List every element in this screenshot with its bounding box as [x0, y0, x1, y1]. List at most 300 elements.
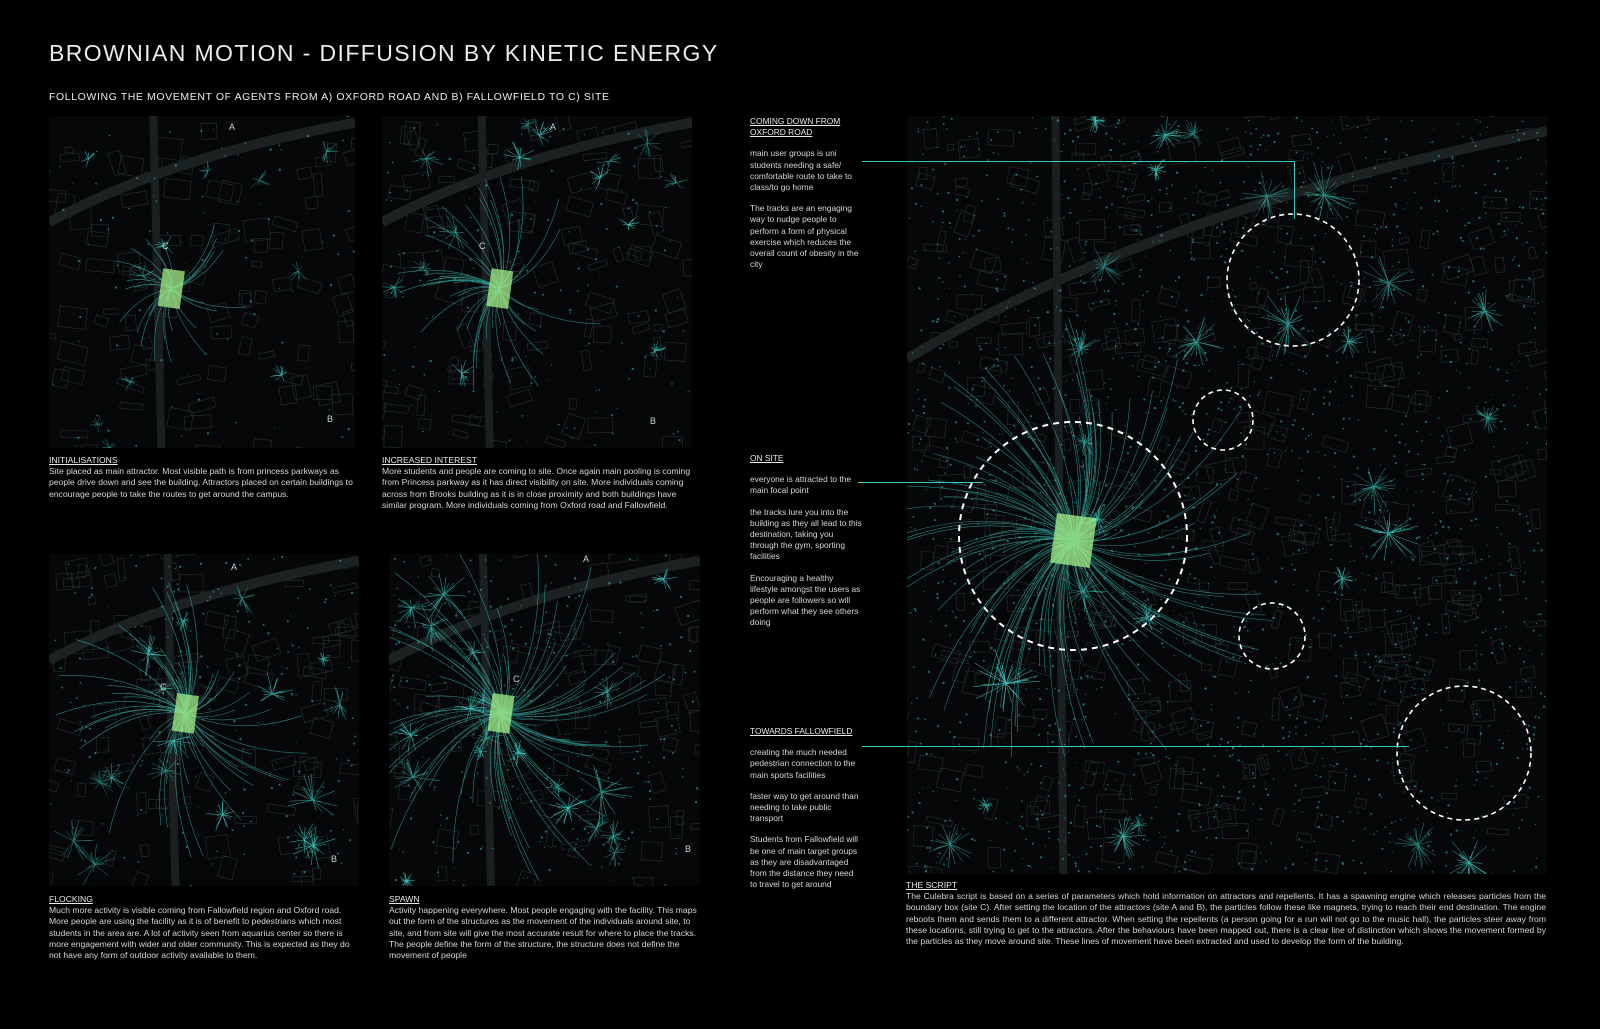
particle-dot	[160, 359, 162, 361]
building-footprint	[585, 292, 614, 314]
building-footprint	[507, 366, 532, 390]
building-footprint	[252, 638, 281, 661]
particle-dot	[515, 357, 516, 358]
particle-dot	[669, 643, 671, 645]
particle-dot	[394, 747, 395, 748]
particle-dot	[542, 294, 544, 296]
particle-dot	[575, 597, 577, 599]
particle-dot	[636, 751, 638, 753]
particle-dot	[655, 309, 657, 311]
particle-dot	[618, 863, 620, 865]
particle-dot	[172, 617, 174, 619]
particle-trace	[619, 219, 628, 225]
particle-dot	[668, 711, 669, 712]
particle-dot	[107, 430, 109, 432]
particle-dot	[173, 611, 174, 612]
particle-dot	[446, 555, 447, 556]
particle-dot	[517, 716, 519, 718]
particle-dot	[415, 347, 416, 348]
building-footprint	[270, 232, 284, 249]
particle-dot	[185, 262, 186, 263]
particle-dot	[605, 741, 607, 743]
particle-dot	[509, 817, 511, 819]
particle-trace	[395, 277, 400, 287]
building-footprint	[638, 158, 660, 178]
particle-dot	[489, 802, 491, 804]
particle-trace	[655, 351, 657, 358]
particle-dot	[325, 598, 327, 600]
attractor-cluster	[590, 164, 610, 190]
particle-dot	[696, 787, 698, 789]
building-footprint	[211, 326, 232, 339]
particle-dot	[658, 133, 659, 134]
point-label-c: C	[160, 682, 167, 692]
particle-dot	[195, 775, 196, 776]
building-footprint	[654, 324, 662, 330]
building-footprint	[123, 692, 155, 717]
particle-dot	[248, 621, 250, 623]
building-footprint	[57, 341, 88, 365]
particle-trace	[207, 161, 208, 171]
particle-dot	[140, 765, 142, 767]
building-footprint	[212, 223, 230, 243]
building-footprint	[516, 870, 537, 886]
building-footprint	[60, 153, 79, 162]
particle-dot	[414, 605, 415, 606]
particle-dot	[341, 863, 342, 864]
building-footprint	[120, 402, 143, 410]
particle-trace	[664, 183, 676, 188]
particle-dot	[156, 647, 157, 648]
map-panel-flocking	[49, 554, 359, 886]
particle-dot	[130, 634, 132, 636]
particle-dot	[526, 726, 527, 727]
building-footprint	[389, 185, 411, 200]
particle-dot	[621, 778, 622, 779]
building-footprint	[459, 716, 477, 727]
particle-dot	[545, 555, 547, 557]
particle-dot	[607, 777, 609, 779]
particle-trace	[615, 853, 623, 860]
particle-dot	[551, 170, 553, 172]
particle-dot	[200, 563, 202, 565]
particle-dot	[683, 331, 684, 332]
particle-dot	[276, 762, 277, 763]
particle-dot	[412, 366, 414, 368]
particle-dot	[75, 445, 76, 446]
particle-dot	[112, 217, 114, 219]
particle-dot	[453, 880, 454, 881]
building-footprint	[61, 430, 88, 438]
particle-dot	[298, 597, 300, 599]
particle-dot	[607, 643, 608, 644]
particle-dot	[489, 630, 491, 632]
point-label-b: B	[327, 414, 334, 424]
building-footprint	[406, 130, 420, 150]
page-title: BROWNIAN MOTION - DIFFUSION BY KINETIC ENERGY	[49, 40, 719, 66]
building-footprint	[453, 429, 469, 439]
caption-text: Much more activity is visible coming from Fallowfield region and Oxford road. More people are using the facility as it is of benefit to pedestrians which most students in the area are. A lot of activity seen from aquarius center so there is more engagement with wider and older community. This is expected as they do not have any form of outdoor activity available to them.	[49, 905, 350, 961]
particle-dot	[458, 746, 460, 748]
particle-dot	[67, 772, 69, 774]
particle-dot	[485, 559, 487, 561]
note-paragraph: The tracks are an engaging way to nudge people to perform a form of physical exercise which reduces the overall count of obesity in the city	[750, 203, 859, 270]
particle-dot	[446, 817, 448, 819]
building-footprint	[626, 595, 646, 603]
particle-dot	[602, 844, 604, 846]
particle-dot	[543, 127, 545, 129]
particle-dot	[544, 847, 545, 848]
particle-trace	[313, 790, 322, 800]
building-footprint	[382, 338, 386, 348]
particle-dot	[417, 576, 418, 577]
particle-dot	[80, 739, 82, 741]
particle-dot	[530, 700, 532, 702]
building-footprint	[272, 755, 296, 770]
building-footprint	[357, 804, 359, 823]
particle-dot	[531, 189, 532, 190]
particle-dot	[588, 342, 590, 344]
particle-dot	[102, 823, 103, 824]
particle-dot	[199, 676, 201, 678]
particle-trace	[77, 865, 94, 876]
building-footprint	[297, 167, 313, 180]
particle-dot	[541, 836, 543, 838]
particle-dot	[387, 172, 389, 174]
particle-map	[49, 116, 355, 448]
particle-dot	[207, 432, 209, 434]
building-footprint	[104, 574, 117, 588]
particle-dot	[617, 408, 618, 409]
particle-dot	[298, 647, 299, 648]
particle-trace	[623, 221, 627, 225]
particle-trace	[313, 800, 335, 815]
caption-text: Activity happening everywhere. Most people engaging with the facility. This maps out the form of the structures as the movement of the individuals around site, to site, and from site will give the most accurate result for where to place the tracks. The people define the form of the structure, the structure does not define the movement of people	[389, 905, 697, 961]
particle-dot	[221, 147, 222, 148]
particle-dot	[649, 831, 650, 832]
particle-dot	[649, 790, 651, 792]
particle-dot	[91, 587, 93, 589]
particle-dot	[656, 225, 658, 227]
particle-dot	[463, 884, 465, 886]
particle-dot	[551, 785, 553, 787]
particle-trace	[185, 713, 284, 780]
particle-dot	[233, 720, 235, 722]
particle-trace	[147, 771, 167, 775]
particle-dot	[88, 243, 89, 244]
building-footprint	[529, 313, 542, 326]
particle-dot	[267, 632, 269, 634]
particle-dot	[547, 379, 548, 380]
particle-dot	[290, 615, 291, 616]
particle-trace	[428, 593, 444, 594]
particle-dot	[490, 355, 491, 356]
particle-dot	[343, 829, 344, 830]
particle-dot	[485, 184, 487, 186]
particle-dot	[279, 169, 281, 171]
particle-dot	[417, 642, 419, 644]
particle-dot	[628, 208, 630, 210]
attractor-cluster	[270, 365, 287, 381]
particle-dot	[663, 330, 665, 332]
building-footprint	[384, 426, 402, 448]
particle-trace	[474, 641, 475, 652]
particle-trace	[126, 382, 130, 391]
particle-dot	[292, 291, 293, 292]
building-footprint	[313, 868, 321, 879]
particle-dot	[485, 576, 486, 577]
particle-dot	[521, 149, 522, 150]
building-footprint	[590, 609, 613, 622]
point-label-c: C	[513, 674, 520, 684]
particle-trace	[452, 216, 455, 232]
particle-dot	[392, 675, 394, 677]
particle-dot	[672, 752, 674, 754]
particle-dot	[504, 685, 506, 687]
particle-dot	[578, 756, 579, 757]
building-footprint	[177, 554, 194, 556]
building-footprint	[297, 654, 311, 677]
building-footprint	[98, 554, 114, 566]
building-footprint	[561, 226, 582, 245]
particle-dot	[448, 158, 450, 160]
particle-dot	[395, 879, 397, 881]
particle-dot	[309, 857, 311, 859]
particle-dot	[567, 605, 569, 607]
building-footprint	[132, 872, 148, 886]
particle-dot	[337, 853, 339, 855]
particle-dot	[680, 596, 682, 598]
particle-dot	[460, 702, 461, 703]
particle-dot	[457, 841, 459, 843]
building-footprint	[648, 212, 664, 234]
particle-dot	[213, 591, 215, 593]
particle-dot	[428, 604, 429, 605]
particle-dot	[322, 242, 323, 243]
particle-dot	[399, 384, 400, 385]
map-panel-spawn	[389, 554, 700, 886]
particle-dot	[352, 717, 354, 719]
particle-dot	[486, 777, 488, 779]
particle-dot	[474, 594, 476, 596]
caption-heading: SPAWN	[389, 894, 420, 904]
building-footprint	[108, 150, 127, 176]
particle-dot	[647, 781, 649, 783]
particle-dot	[171, 753, 172, 754]
particle-dot	[422, 756, 423, 757]
particle-trace	[304, 775, 313, 800]
particle-dot	[470, 559, 472, 561]
attractor-cluster	[102, 439, 117, 448]
particle-dot	[548, 633, 550, 635]
building-footprint	[217, 676, 239, 693]
particle-dot	[200, 130, 202, 132]
building-footprint	[207, 303, 230, 323]
particle-trace	[663, 579, 671, 590]
particle-dot	[298, 771, 300, 773]
particle-trace	[313, 781, 325, 800]
particle-dot	[238, 230, 240, 232]
building-footprint	[581, 350, 592, 370]
particle-dot	[135, 445, 137, 447]
building-footprint	[351, 138, 355, 149]
building-footprint	[298, 345, 310, 361]
particle-dot	[619, 741, 621, 743]
particle-dot	[180, 673, 182, 675]
particle-dot	[250, 821, 252, 823]
building-footprint	[338, 274, 355, 294]
particle-dot	[278, 144, 280, 146]
building-footprint	[632, 323, 650, 334]
building-footprint	[638, 698, 667, 714]
building-footprint	[94, 315, 109, 327]
particle-dot	[335, 595, 336, 596]
note-paragraph: the tracks lure you into the building as they all lead to this destination, taking you through the gym, sporting facilities	[750, 506, 862, 562]
particle-dot	[282, 666, 283, 667]
particle-trace	[253, 179, 260, 180]
particle-dot	[339, 560, 341, 562]
particle-dot	[243, 825, 245, 827]
particle-trace	[242, 598, 249, 611]
particle-dot	[422, 431, 424, 433]
caption-initialisations	[49, 455, 355, 500]
site-boundary-box	[486, 268, 513, 309]
building-footprint	[343, 150, 355, 166]
building-footprint	[588, 418, 613, 433]
particle-dot	[309, 588, 311, 590]
particle-dot	[64, 770, 65, 771]
particle-dot	[175, 164, 177, 166]
particle-dot	[619, 632, 621, 634]
particle-dot	[95, 183, 97, 185]
particle-dot	[663, 738, 665, 740]
particle-dot	[80, 682, 82, 684]
building-footprint	[672, 664, 684, 684]
building-footprint	[338, 623, 357, 639]
building-footprint	[82, 445, 98, 448]
particle-dot	[644, 356, 646, 358]
particle-dot	[162, 692, 164, 694]
particle-dot	[79, 721, 80, 722]
particle-dot	[469, 258, 471, 260]
particle-dot	[574, 848, 576, 850]
particle-dot	[402, 296, 404, 298]
particle-trace	[102, 441, 110, 448]
particle-dot	[390, 265, 392, 267]
particle-dot	[568, 596, 570, 598]
particle-dot	[267, 218, 269, 220]
particle-dot	[116, 725, 117, 726]
particle-dot	[427, 703, 428, 704]
particle-dot	[547, 219, 549, 221]
particle-dot	[202, 196, 204, 198]
particle-dot	[527, 788, 528, 789]
particle-trace	[261, 694, 272, 701]
page-subtitle: FOLLOWING THE MOVEMENT OF AGENTS FROM A) OXFORD ROAD AND B) FALLOWFIELD TO C) SITE	[49, 91, 610, 103]
particle-dot	[186, 846, 188, 848]
particle-dot	[406, 641, 407, 642]
building-footprint	[404, 212, 424, 233]
particle-dot	[566, 428, 567, 429]
particle-dot	[653, 610, 654, 611]
particle-dot	[643, 627, 644, 628]
building-footprint	[120, 364, 147, 379]
particle-dot	[426, 318, 427, 319]
particle-dot	[426, 271, 428, 273]
particle-dot	[692, 700, 694, 702]
building-footprint	[323, 640, 340, 657]
particle-map	[389, 554, 700, 886]
building-footprint	[332, 583, 357, 593]
particle-dot	[560, 289, 562, 291]
particle-dot	[694, 671, 696, 673]
building-footprint	[588, 260, 608, 271]
road	[49, 561, 359, 661]
particle-dot	[432, 841, 434, 843]
particle-trace	[403, 872, 406, 880]
particle-dot	[670, 240, 671, 241]
particle-dot	[291, 693, 293, 695]
particle-dot	[565, 733, 566, 734]
attractor-cluster	[206, 800, 233, 830]
particle-dot	[440, 814, 442, 816]
particle-dot	[512, 647, 514, 649]
particle-dot	[482, 846, 483, 847]
building-footprint	[438, 867, 447, 881]
particle-dot	[563, 128, 565, 130]
particle-trace	[452, 364, 462, 374]
particle-trace	[112, 778, 123, 784]
particle-dot	[541, 686, 542, 687]
particle-trace	[406, 880, 415, 881]
particle-dot	[73, 827, 74, 828]
particle-trace	[520, 147, 521, 157]
building-footprint	[184, 415, 211, 429]
particle-dot	[204, 354, 205, 355]
building-footprint	[579, 814, 599, 821]
particle-dot	[546, 585, 547, 586]
particle-dot	[176, 622, 178, 624]
particle-dot	[594, 444, 596, 446]
particle-dot	[658, 702, 659, 703]
particle-dot	[250, 300, 252, 302]
particle-dot	[144, 324, 145, 325]
building-footprint	[609, 554, 638, 563]
particle-dot	[383, 354, 385, 356]
particle-dot	[682, 187, 683, 188]
particle-dot	[591, 864, 592, 865]
point-label-c: C	[479, 241, 486, 251]
particle-dot	[616, 286, 618, 288]
particle-dot	[629, 558, 631, 560]
particle-dot	[269, 148, 271, 150]
particle-dot	[400, 680, 401, 681]
particle-dot	[167, 636, 168, 637]
particle-dot	[148, 243, 150, 245]
particle-dot	[600, 203, 602, 205]
particle-trace	[615, 853, 616, 866]
building-footprint	[569, 399, 577, 410]
particle-dot	[79, 657, 81, 659]
particle-trace	[501, 713, 590, 865]
particle-dot	[587, 248, 589, 250]
particle-dot	[181, 435, 182, 436]
particle-dot	[351, 765, 353, 767]
particle-dot	[232, 829, 234, 831]
particle-dot	[518, 250, 520, 252]
caption-spawn	[389, 894, 700, 961]
particle-trace	[94, 865, 108, 876]
